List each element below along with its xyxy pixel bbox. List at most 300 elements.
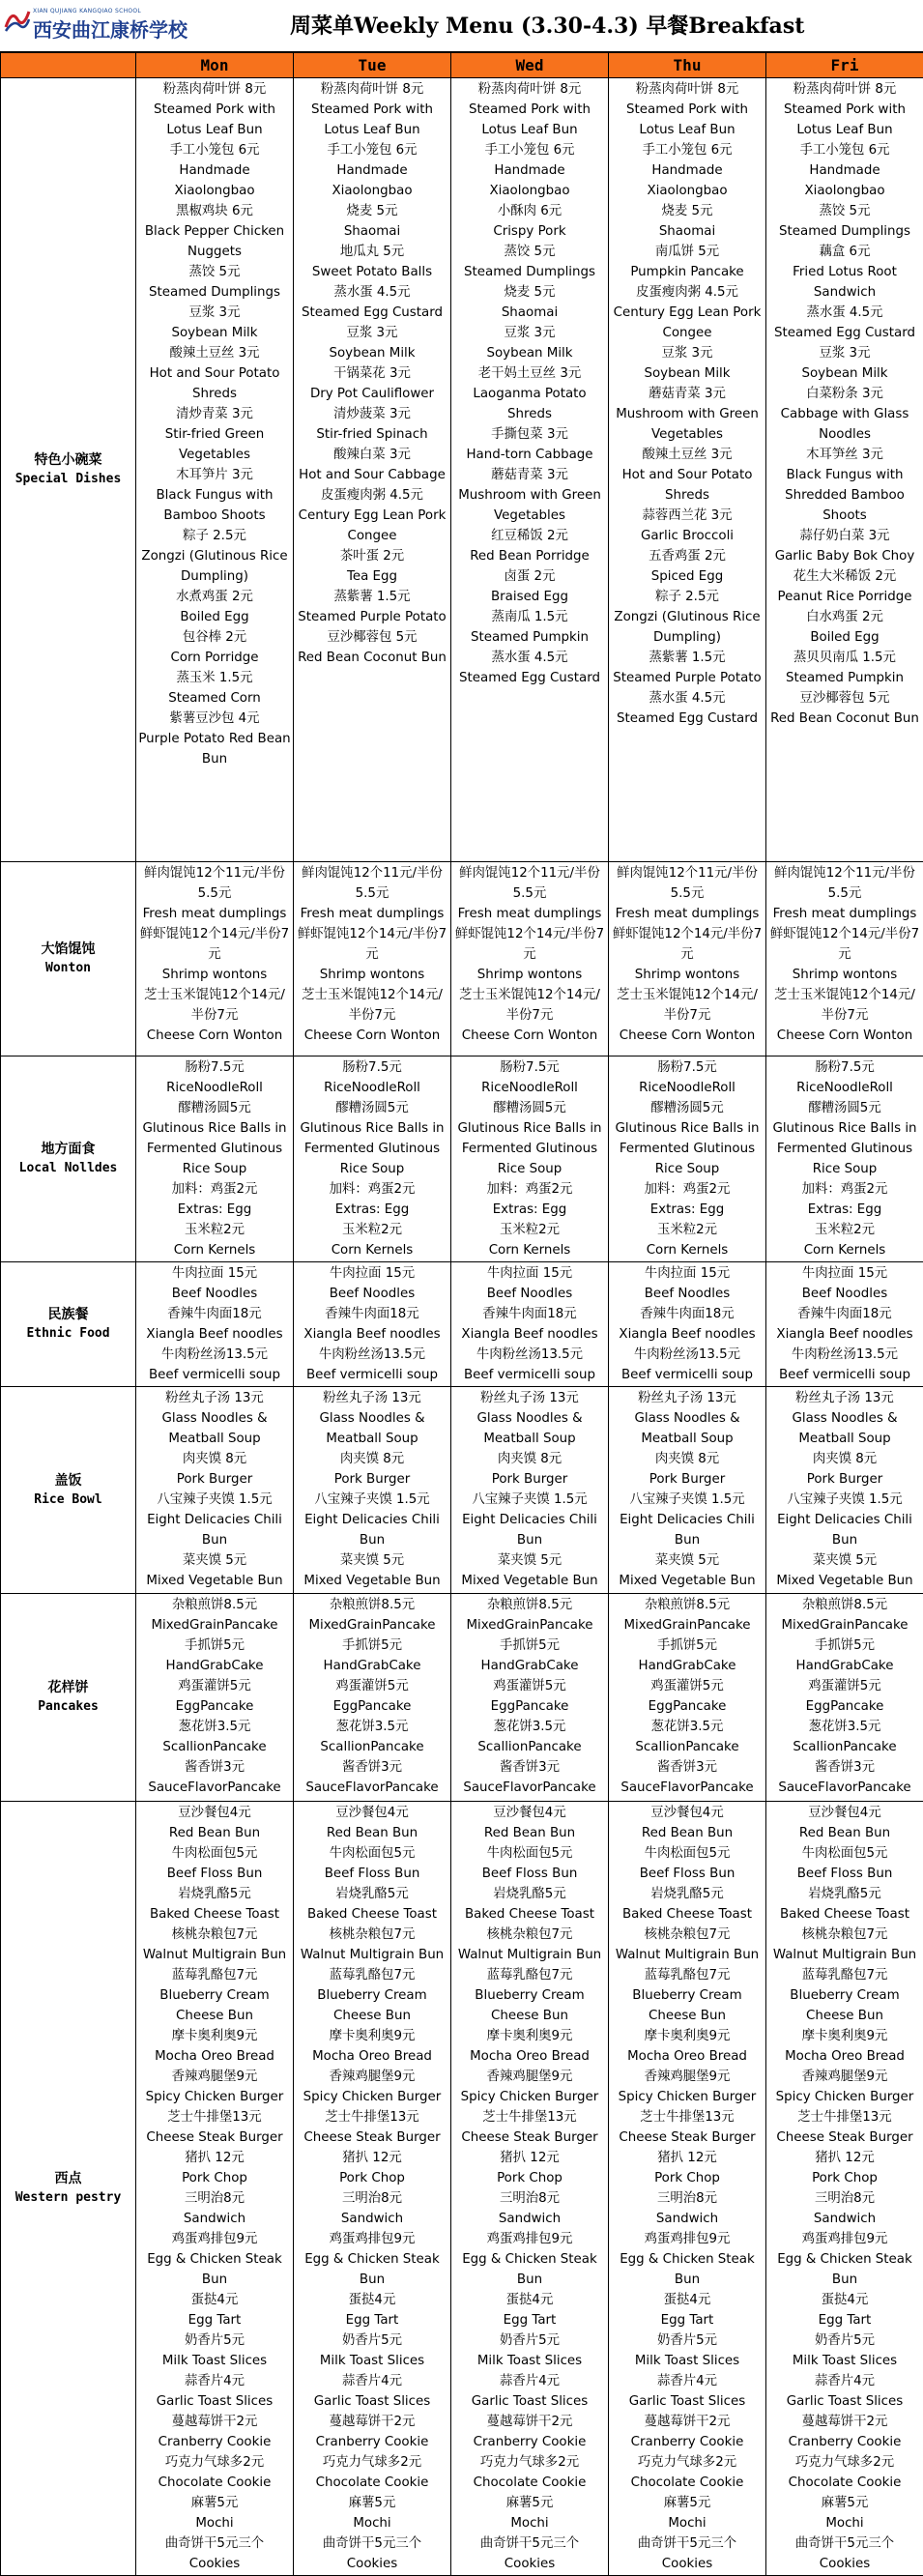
- menu-item: Century Egg Lean Pork Congee: [611, 303, 764, 343]
- menu-section-row: [1, 1056, 923, 1262]
- menu-item: Cheese Corn Wonton: [768, 1026, 921, 1046]
- menu-item: 香辣牛肉面18元: [138, 1304, 291, 1324]
- menu-item: 蒜香片4元: [453, 2371, 606, 2391]
- menu-item: 鲜虾馄饨12个14元/半份7元: [768, 924, 921, 965]
- menu-item: Milk Toast Slices: [296, 2351, 448, 2371]
- menu-item: 鸡蛋灌饼5元: [768, 1676, 921, 1696]
- menu-item: 巧克力气球多2元: [768, 2452, 921, 2473]
- day-header-row: [1, 53, 923, 78]
- menu-item: Red Bean Coconut Bun: [296, 648, 448, 668]
- menu-item: 醪糟汤圆5元: [453, 1098, 606, 1118]
- menu-item: Laoganma Potato Shreds: [453, 384, 606, 424]
- menu-item: 蒜香片4元: [138, 2371, 291, 2391]
- menu-item: ScallionPancake: [768, 1737, 921, 1757]
- menu-item: 八宝辣子夹馍 1.5元: [611, 1490, 764, 1510]
- menu-item: Egg Tart: [296, 2310, 448, 2330]
- menu-item: 肠粉7.5元: [138, 1057, 291, 1078]
- menu-item: 蒜香片4元: [296, 2371, 448, 2391]
- menu-item: 蓝莓乳酪包7元: [611, 1965, 764, 1985]
- menu-item: 菜夹馍 5元: [138, 1550, 291, 1571]
- menu-cell-wed: [451, 78, 609, 862]
- menu-item: 鲜肉馄饨12个11元/半份5.5元: [453, 863, 606, 904]
- menu-item: 酸辣白菜 3元: [296, 445, 448, 465]
- menu-item: Cheese Steak Burger: [611, 2127, 764, 2148]
- menu-item: Cranberry Cookie: [611, 2432, 764, 2452]
- menu-item: 酱香饼3元: [296, 1757, 448, 1778]
- menu-item: Cheese Steak Burger: [768, 2127, 921, 2148]
- menu-item: Steamed Dumplings: [138, 282, 291, 303]
- menu-item: 八宝辣子夹馍 1.5元: [453, 1490, 606, 1510]
- menu-item: 牛肉粉丝汤13.5元: [611, 1345, 764, 1365]
- menu-item: 巧克力气球多2元: [453, 2452, 606, 2473]
- menu-item: Chocolate Cookie: [453, 2473, 606, 2493]
- menu-item: 醪糟汤圆5元: [138, 1098, 291, 1118]
- menu-item: Xiangla Beef noodles: [768, 1324, 921, 1345]
- menu-item: Century Egg Lean Pork Congee: [296, 506, 448, 546]
- menu-item: Blueberry Cream Cheese Bun: [296, 1985, 448, 2026]
- menu-item: Blueberry Cream Cheese Bun: [138, 1985, 291, 2026]
- menu-item: 蓝莓乳酪包7元: [296, 1965, 448, 1985]
- menu-item: Glutinous Rice Balls in Fermented Glutinous Rice Soup: [453, 1118, 606, 1179]
- menu-item: 核桃杂粮包7元: [611, 1925, 764, 1945]
- menu-item: 麻薯5元: [453, 2493, 606, 2513]
- menu-item: Zongzi (Glutinous Rice Dumpling): [611, 607, 764, 648]
- menu-item: Baked Cheese Toast: [453, 1904, 606, 1925]
- menu-cell-mon: [136, 1262, 294, 1387]
- menu-item: 白菜粉条 3元: [768, 384, 921, 404]
- menu-item: 肠粉7.5元: [611, 1057, 764, 1078]
- day-header-tue: Tue: [294, 53, 451, 78]
- menu-cell-thu: [609, 1387, 766, 1594]
- menu-item: Chocolate Cookie: [138, 2473, 291, 2493]
- menu-item: 牛肉松面包5元: [768, 1843, 921, 1864]
- menu-item: 蒸水蛋 4.5元: [611, 688, 764, 709]
- menu-item: RiceNoodleRoll: [296, 1078, 448, 1098]
- menu-item: 菜夹馍 5元: [453, 1550, 606, 1571]
- menu-item: 葱花饼3.5元: [453, 1717, 606, 1737]
- menu-item: 曲奇饼干5元三个: [296, 2533, 448, 2554]
- menu-item: Garlic Toast Slices: [453, 2391, 606, 2412]
- menu-cell-mon: [136, 1387, 294, 1594]
- menu-item: 手抓饼5元: [453, 1635, 606, 1656]
- menu-item: 杂粮煎饼8.5元: [768, 1595, 921, 1615]
- menu-item: 豆沙餐包4元: [768, 1803, 921, 1823]
- menu-item: Extras: Egg: [138, 1200, 291, 1220]
- menu-item: EggPancake: [611, 1696, 764, 1717]
- menu-item: Corn Porridge: [138, 648, 291, 668]
- menu-item: Pork Chop: [138, 2168, 291, 2188]
- menu-cell-thu: [609, 862, 766, 1056]
- menu-item: 水煮鸡蛋 2元: [138, 587, 291, 607]
- menu-item: 蔓越莓饼干2元: [453, 2412, 606, 2432]
- menu-item: Mochi: [453, 2513, 606, 2533]
- menu-item: Black Pepper Chicken Nuggets: [138, 221, 291, 262]
- menu-item: 加料：鸡蛋2元: [768, 1179, 921, 1200]
- menu-item: Peanut Rice Porridge: [768, 587, 921, 607]
- category-name-cn: 花样饼: [1, 1679, 135, 1697]
- menu-item: 摩卡奥利奥9元: [138, 2026, 291, 2046]
- menu-item: 肠粉7.5元: [453, 1057, 606, 1078]
- menu-item: Glutinous Rice Balls in Fermented Glutinous Rice Soup: [296, 1118, 448, 1179]
- menu-item: Mochi: [768, 2513, 921, 2533]
- menu-item: Shaomai: [296, 221, 448, 242]
- menu-item: 鸡蛋鸡排包9元: [611, 2229, 764, 2249]
- menu-item: Pork Burger: [611, 1469, 764, 1490]
- menu-item: Cranberry Cookie: [768, 2432, 921, 2452]
- menu-item: Glass Noodles & Meatball Soup: [611, 1408, 764, 1449]
- menu-item: 烧麦 5元: [296, 201, 448, 221]
- menu-item: 猪扒 12元: [453, 2148, 606, 2168]
- menu-item: 蛋挞4元: [768, 2290, 921, 2310]
- menu-cell-tue: [294, 862, 451, 1056]
- menu-item: Mushroom with Green Vegetables: [611, 404, 764, 445]
- menu-item: Spicy Chicken Burger: [768, 2087, 921, 2107]
- menu-item: Eight Delicacies Chili Bun: [768, 1510, 921, 1550]
- menu-item: Beef Floss Bun: [296, 1864, 448, 1884]
- menu-item: 老干妈土豆丝 3元: [453, 363, 606, 384]
- menu-item: Egg & Chicken Steak Bun: [611, 2249, 764, 2290]
- menu-item: 南瓜饼 5元: [611, 242, 764, 262]
- menu-item: 手工小笼包 6元: [611, 140, 764, 160]
- menu-item: 玉米粒2元: [768, 1220, 921, 1240]
- menu-item: 八宝辣子夹馍 1.5元: [138, 1490, 291, 1510]
- menu-item: Beef Noodles: [296, 1284, 448, 1304]
- menu-item: 豆沙餐包4元: [296, 1803, 448, 1823]
- school-emblem-icon: [4, 6, 31, 33]
- menu-item: Steamed Pork with Lotus Leaf Bun: [296, 100, 448, 140]
- menu-item: Spiced Egg: [611, 566, 764, 587]
- menu-item: 蓝莓乳酪包7元: [768, 1965, 921, 1985]
- menu-item: 岩烧乳酪5元: [138, 1884, 291, 1904]
- menu-item: SauceFlavorPancake: [611, 1778, 764, 1798]
- menu-item: Shrimp wontons: [768, 965, 921, 985]
- menu-item: Beef vermicelli soup: [296, 1365, 448, 1385]
- menu-item: 手工小笼包 6元: [296, 140, 448, 160]
- menu-item: 酱香饼3元: [611, 1757, 764, 1778]
- menu-item: 杂粮煎饼8.5元: [296, 1595, 448, 1615]
- menu-item: 麻薯5元: [296, 2493, 448, 2513]
- category-cell: [1, 1594, 136, 1802]
- menu-cell-mon: [136, 862, 294, 1056]
- menu-item: Steamed Pork with Lotus Leaf Bun: [453, 100, 606, 140]
- menu-item: 蒜香片4元: [768, 2371, 921, 2391]
- menu-item: ScallionPancake: [611, 1737, 764, 1757]
- menu-item: Steamed Egg Custard: [611, 709, 764, 729]
- menu-item: 肠粉7.5元: [768, 1057, 921, 1078]
- menu-cell-wed: [451, 1594, 609, 1802]
- menu-item: 曲奇饼干5元三个: [453, 2533, 606, 2554]
- menu-item: Beef Noodles: [138, 1284, 291, 1304]
- menu-item: Beef Noodles: [453, 1284, 606, 1304]
- menu-item: 清炒青菜 3元: [138, 404, 291, 424]
- category-name-cn: 大馅馄饨: [1, 941, 135, 959]
- menu-item: 三明治8元: [138, 2188, 291, 2209]
- menu-item: Cheese Steak Burger: [296, 2127, 448, 2148]
- menu-item: Fresh meat dumplings: [768, 904, 921, 924]
- menu-item: 摩卡奥利奥9元: [768, 2026, 921, 2046]
- menu-item: Mocha Oreo Bread: [138, 2046, 291, 2067]
- menu-item: Baked Cheese Toast: [138, 1904, 291, 1925]
- menu-item: 烧麦 5元: [453, 282, 606, 303]
- menu-item: 小酥肉 6元: [453, 201, 606, 221]
- menu-item: RiceNoodleRoll: [611, 1078, 764, 1098]
- menu-item: Beef Floss Bun: [768, 1864, 921, 1884]
- menu-item: 核桃杂粮包7元: [768, 1925, 921, 1945]
- menu-item: 肉夹馍 8元: [453, 1449, 606, 1469]
- menu-cell-thu: [609, 1056, 766, 1262]
- menu-item: Red Bean Bun: [453, 1823, 606, 1843]
- menu-item: 蒜蓉西兰花 3元: [611, 506, 764, 526]
- menu-item: Egg Tart: [768, 2310, 921, 2330]
- menu-item: 藕盒 6元: [768, 242, 921, 262]
- menu-item: Cookies: [296, 2554, 448, 2574]
- menu-item: 酱香饼3元: [768, 1757, 921, 1778]
- menu-item: Steamed Egg Custard: [453, 668, 606, 688]
- menu-cell-tue: [294, 1262, 451, 1387]
- menu-item: Pork Chop: [611, 2168, 764, 2188]
- page-title: 周菜单Weekly Menu (3.30-4.3) 早餐Breakfast: [290, 10, 804, 40]
- menu-item: ScallionPancake: [296, 1737, 448, 1757]
- menu-item: 葱花饼3.5元: [138, 1717, 291, 1737]
- menu-item: 酸辣土豆丝 3元: [138, 343, 291, 363]
- menu-cell-fri: [766, 1802, 923, 2576]
- menu-item: Beef Noodles: [611, 1284, 764, 1304]
- menu-item: 菜夹馍 5元: [296, 1550, 448, 1571]
- menu-item: Cheese Steak Burger: [138, 2127, 291, 2148]
- menu-item: Blueberry Cream Cheese Bun: [768, 1985, 921, 2026]
- menu-item: 核桃杂粮包7元: [296, 1925, 448, 1945]
- category-cell: [1, 1387, 136, 1594]
- menu-item: 蒸饺 5元: [768, 201, 921, 221]
- menu-item: Cranberry Cookie: [296, 2432, 448, 2452]
- menu-item: Garlic Toast Slices: [611, 2391, 764, 2412]
- menu-item: Shrimp wontons: [138, 965, 291, 985]
- menu-item: Red Bean Porridge: [453, 546, 606, 566]
- category-name-en: Pancakes: [1, 1697, 135, 1716]
- menu-item: Hand-torn Cabbage: [453, 445, 606, 465]
- menu-item: 蔓越莓饼干2元: [768, 2412, 921, 2432]
- menu-item: Glutinous Rice Balls in Fermented Glutinous Rice Soup: [768, 1118, 921, 1179]
- menu-item: 牛肉松面包5元: [296, 1843, 448, 1864]
- menu-item: 肉夹馍 8元: [768, 1449, 921, 1469]
- menu-item: 蘑菇青菜 3元: [453, 465, 606, 485]
- menu-item: Cookies: [611, 2554, 764, 2574]
- menu-item: Red Bean Bun: [768, 1823, 921, 1843]
- menu-cell-fri: [766, 1262, 923, 1387]
- menu-item: Milk Toast Slices: [768, 2351, 921, 2371]
- menu-item: Chocolate Cookie: [296, 2473, 448, 2493]
- menu-item: Beef Floss Bun: [611, 1864, 764, 1884]
- menu-item: Mocha Oreo Bread: [768, 2046, 921, 2067]
- menu-item: 皮蛋瘦肉粥 4.5元: [611, 282, 764, 303]
- menu-item: Shrimp wontons: [611, 965, 764, 985]
- menu-cell-wed: [451, 1802, 609, 2576]
- menu-item: Tea Egg: [296, 566, 448, 587]
- menu-item: Crispy Pork: [453, 221, 606, 242]
- menu-item: Corn Kernels: [768, 1240, 921, 1260]
- menu-section-row: [1, 1594, 923, 1802]
- menu-item: Cookies: [453, 2554, 606, 2574]
- menu-item: 牛肉粉丝汤13.5元: [296, 1345, 448, 1365]
- menu-cell-thu: [609, 1594, 766, 1802]
- menu-item: Baked Cheese Toast: [611, 1904, 764, 1925]
- menu-cell-fri: [766, 1387, 923, 1594]
- menu-item: 香辣鸡腿堡9元: [768, 2067, 921, 2087]
- menu-item: 鲜虾馄饨12个14元/半份7元: [611, 924, 764, 965]
- menu-item: 蓝莓乳酪包7元: [453, 1965, 606, 1985]
- menu-cell-mon: [136, 1802, 294, 2576]
- menu-item: 玉米粒2元: [138, 1220, 291, 1240]
- menu-item: Eight Delicacies Chili Bun: [453, 1510, 606, 1550]
- menu-item: Cheese Corn Wonton: [611, 1026, 764, 1046]
- menu-item: Chocolate Cookie: [768, 2473, 921, 2493]
- menu-item: 猪扒 12元: [768, 2148, 921, 2168]
- menu-item: Cabbage with Glass Noodles: [768, 404, 921, 445]
- menu-item: 蒜仔奶白菜 3元: [768, 526, 921, 546]
- menu-item: Egg & Chicken Steak Bun: [768, 2249, 921, 2290]
- menu-item: Beef vermicelli soup: [138, 1365, 291, 1385]
- menu-item: Steamed Dumplings: [768, 221, 921, 242]
- menu-item: Shrimp wontons: [453, 965, 606, 985]
- menu-item: Soybean Milk: [138, 323, 291, 343]
- menu-item: 曲奇饼干5元三个: [611, 2533, 764, 2554]
- menu-item: Mochi: [138, 2513, 291, 2533]
- menu-item: 加料：鸡蛋2元: [611, 1179, 764, 1200]
- menu-item: EggPancake: [453, 1696, 606, 1717]
- day-header-wed: Wed: [451, 53, 609, 78]
- menu-item: 牛肉松面包5元: [611, 1843, 764, 1864]
- menu-item: 五香鸡蛋 2元: [611, 546, 764, 566]
- menu-item: MixedGrainPancake: [611, 1615, 764, 1635]
- menu-cell-wed: [451, 1056, 609, 1262]
- menu-cell-fri: [766, 1056, 923, 1262]
- menu-cell-thu: [609, 1802, 766, 2576]
- menu-item: Red Bean Bun: [138, 1823, 291, 1843]
- menu-item: 岩烧乳酪5元: [453, 1884, 606, 1904]
- category-name-en: Wonton: [1, 959, 135, 977]
- category-name-cn: 西点: [1, 2170, 135, 2188]
- menu-item: Mocha Oreo Bread: [453, 2046, 606, 2067]
- menu-item: 牛肉松面包5元: [138, 1843, 291, 1864]
- day-header-fri: Fri: [766, 53, 923, 78]
- menu-item: 奶香片5元: [296, 2330, 448, 2351]
- menu-item: 手工小笼包 6元: [768, 140, 921, 160]
- menu-item: Black Fungus with Bamboo Shoots: [138, 485, 291, 526]
- menu-item: 手撕包菜 3元: [453, 424, 606, 445]
- menu-item: Corn Kernels: [138, 1240, 291, 1260]
- menu-item: EggPancake: [138, 1696, 291, 1717]
- menu-item: Hot and Sour Potato Shreds: [138, 363, 291, 404]
- menu-item: Soybean Milk: [453, 343, 606, 363]
- menu-item: 巧克力气球多2元: [138, 2452, 291, 2473]
- menu-cell-fri: [766, 1594, 923, 1802]
- menu-item: 豆浆 3元: [453, 323, 606, 343]
- menu-item: Fresh meat dumplings: [611, 904, 764, 924]
- menu-item: 八宝辣子夹馍 1.5元: [768, 1490, 921, 1510]
- menu-item: 猪扒 12元: [138, 2148, 291, 2168]
- menu-item: 岩烧乳酪5元: [611, 1884, 764, 1904]
- menu-item: Cheese Steak Burger: [453, 2127, 606, 2148]
- menu-item: 芝士玉米馄饨12个14元/半份7元: [611, 985, 764, 1026]
- menu-item: 蓝莓乳酪包7元: [138, 1965, 291, 1985]
- menu-item: 牛肉松面包5元: [453, 1843, 606, 1864]
- menu-item: Glass Noodles & Meatball Soup: [138, 1408, 291, 1449]
- menu-item: Red Bean Coconut Bun: [768, 709, 921, 729]
- menu-item: SauceFlavorPancake: [296, 1778, 448, 1798]
- menu-item: Glutinous Rice Balls in Fermented Glutinous Rice Soup: [138, 1118, 291, 1179]
- menu-item: 卤蛋 2元: [453, 566, 606, 587]
- menu-item: 蒜香片4元: [611, 2371, 764, 2391]
- menu-item: Purple Potato Red Bean Bun: [138, 729, 291, 769]
- menu-item: 芝士玉米馄饨12个14元/半份7元: [453, 985, 606, 1026]
- menu-item: Corn Kernels: [453, 1240, 606, 1260]
- menu-item: Glutinous Rice Balls in Fermented Glutinous Rice Soup: [611, 1118, 764, 1179]
- menu-item: Spicy Chicken Burger: [296, 2087, 448, 2107]
- menu-item: 鲜虾馄饨12个14元/半份7元: [296, 924, 448, 965]
- menu-item: SauceFlavorPancake: [768, 1778, 921, 1798]
- menu-item: 菜夹馍 5元: [768, 1550, 921, 1571]
- menu-item: Blueberry Cream Cheese Bun: [453, 1985, 606, 2026]
- menu-item: 蔓越莓饼干2元: [138, 2412, 291, 2432]
- menu-item: Steamed Pumpkin: [453, 627, 606, 648]
- menu-item: Sandwich: [453, 2209, 606, 2229]
- menu-item: Beef Noodles: [768, 1284, 921, 1304]
- menu-item: Garlic Toast Slices: [296, 2391, 448, 2412]
- menu-item: 蛋挞4元: [611, 2290, 764, 2310]
- menu-item: Eight Delicacies Chili Bun: [611, 1510, 764, 1550]
- menu-item: 手抓饼5元: [138, 1635, 291, 1656]
- menu-item: 香辣牛肉面18元: [768, 1304, 921, 1324]
- menu-item: HandGrabCake: [296, 1656, 448, 1676]
- menu-item: 加料：鸡蛋2元: [296, 1179, 448, 1200]
- menu-item: Garlic Toast Slices: [768, 2391, 921, 2412]
- menu-item: 牛肉粉丝汤13.5元: [768, 1345, 921, 1365]
- menu-item: Walnut Multigrain Bun: [296, 1945, 448, 1965]
- menu-item: 巧克力气球多2元: [296, 2452, 448, 2473]
- menu-item: 鲜肉馄饨12个11元/半份5.5元: [611, 863, 764, 904]
- menu-item: 鲜虾馄饨12个14元/半份7元: [138, 924, 291, 965]
- menu-item: 粉蒸肉荷叶饼 8元: [768, 79, 921, 100]
- menu-cell-tue: [294, 1594, 451, 1802]
- menu-item: 麻薯5元: [768, 2493, 921, 2513]
- menu-item: Egg & Chicken Steak Bun: [138, 2249, 291, 2290]
- menu-cell-tue: [294, 1802, 451, 2576]
- menu-item: 三明治8元: [768, 2188, 921, 2209]
- menu-section-row: [1, 78, 923, 862]
- menu-item: 牛肉拉面 15元: [138, 1263, 291, 1284]
- menu-item: Mixed Vegetable Bun: [138, 1571, 291, 1591]
- menu-item: 蒸饺 5元: [138, 262, 291, 282]
- menu-item: 牛肉拉面 15元: [296, 1263, 448, 1284]
- corner-cell: [1, 53, 136, 78]
- menu-item: Boiled Egg: [768, 627, 921, 648]
- menu-item: HandGrabCake: [453, 1656, 606, 1676]
- school-name-cn: 西安曲江康桥学校: [33, 14, 187, 43]
- menu-item: 香辣鸡腿堡9元: [296, 2067, 448, 2087]
- menu-item: 猪扒 12元: [611, 2148, 764, 2168]
- menu-item: Egg Tart: [611, 2310, 764, 2330]
- menu-item: Walnut Multigrain Bun: [453, 1945, 606, 1965]
- menu-item: 鲜虾馄饨12个14元/半份7元: [453, 924, 606, 965]
- menu-item: 肉夹馍 8元: [296, 1449, 448, 1469]
- menu-cell-wed: [451, 1262, 609, 1387]
- menu-item: Spicy Chicken Burger: [138, 2087, 291, 2107]
- menu-item: 鸡蛋鸡排包9元: [138, 2229, 291, 2249]
- menu-item: 蔓越莓饼干2元: [611, 2412, 764, 2432]
- menu-item: 豆浆 3元: [296, 323, 448, 343]
- menu-item: Mixed Vegetable Bun: [296, 1571, 448, 1591]
- day-header-thu: Thu: [609, 53, 766, 78]
